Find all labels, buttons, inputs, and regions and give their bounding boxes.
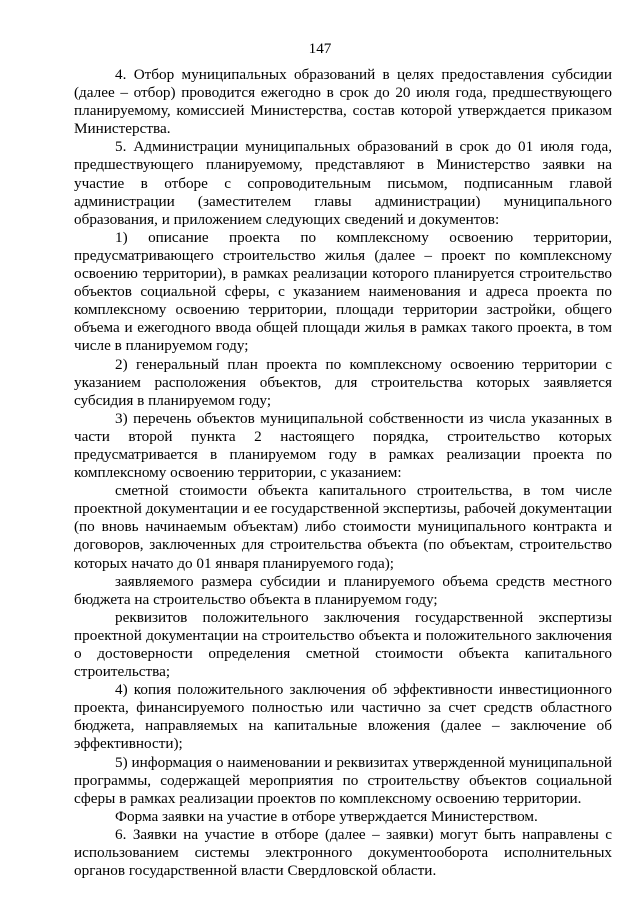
sub-item-estimated-cost: сметной стоимости объекта капитального строительства, в том числе проектной документации и ее государственной экспертизы, рабочей документации (по вновь начинаемым объектам) либо стоимости муниципального контракта и договоров, заключенных для строительства объекта (по объектам, строительство которых начато до 01 января планируемого года); [74, 482, 612, 572]
sub-item-expertise-details: реквизитов положительного заключения государственной экспертизы проектной документации на строительство объекта и положительного заключения о достоверности определения сметной стоимости объекта капитального строительства; [74, 608, 612, 681]
list-item-3: 3) перечень объектов муниципальной собственности из числа указанных в части второй пункта 2 настоящего порядка, строительство которых предусматривается в планируемом году в рамках реализации проекта по комплексному освоению территории, с указанием: [74, 409, 612, 482]
application-form-note: Форма заявки на участие в отборе утверждается Министерством. [115, 807, 538, 825]
sub-item-subsidy-amount: заявляемого размера субсидии и планируемого объема средств местного бюджета на строительство объекта в планируемом году; [74, 572, 612, 608]
list-item-4: 4) копия положительного заключения об эффективности инвестиционного проекта, финансируемого полностью или частично за счет средств областного бюджета, направляемых на капитальные вложения (далее – заключение об эффективности); [74, 681, 612, 753]
list-item-5: 5) информация о наименовании и реквизитах утвержденной муниципальной программы, содержащей мероприятия по строительству объектов социальной сферы в рамках реализации проектов по комплексному освоению территории. [74, 753, 612, 807]
page-number: 147 [308, 40, 332, 57]
list-item-2: 2) генеральный план проекта по комплексному освоению территории с указанием расположения объектов, для строительства которых заявляется субсидия в планируемом году; [74, 355, 612, 409]
list-item-1: 1) описание проекта по комплексному освоению территории, предусматривающего строительство жилья (далее – проект по комплексному освоению территории), в рамках реализации которого планируется строительство объектов социальной сферы, с указанием наименования и адреса проекта по комплексному освоению территории, площади территории застройки, общего объема и ежегодного ввода общей площади жилья в рамках такого проекта, в том числе в планируемом году; [74, 228, 612, 355]
paragraph-5: 5. Администрации муниципальных образований в срок до 01 июля года, предшествующего планируемому, представляют в Министерство заявки на участие в отборе с сопроводительным письмом, подписанным главой администрации (заместителем главы администрации) муниципального образования, и приложением следующих сведений и документов: [74, 138, 612, 228]
document-body [74, 66, 612, 880]
paragraph-6: 6. Заявки на участие в отборе (далее – заявки) могут быть направлены с использованием системы электронного документооборота исполнительных органов государственной власти Свердловской области. [74, 825, 612, 880]
paragraph-4: 4. Отбор муниципальных образований в целях предоставления субсидии (далее – отбор) проводится ежегодно в срок до 20 июля года, предшествующего планируемому, комиссией Министерства, состав которой утверждается приказом Министерства. [74, 66, 612, 138]
